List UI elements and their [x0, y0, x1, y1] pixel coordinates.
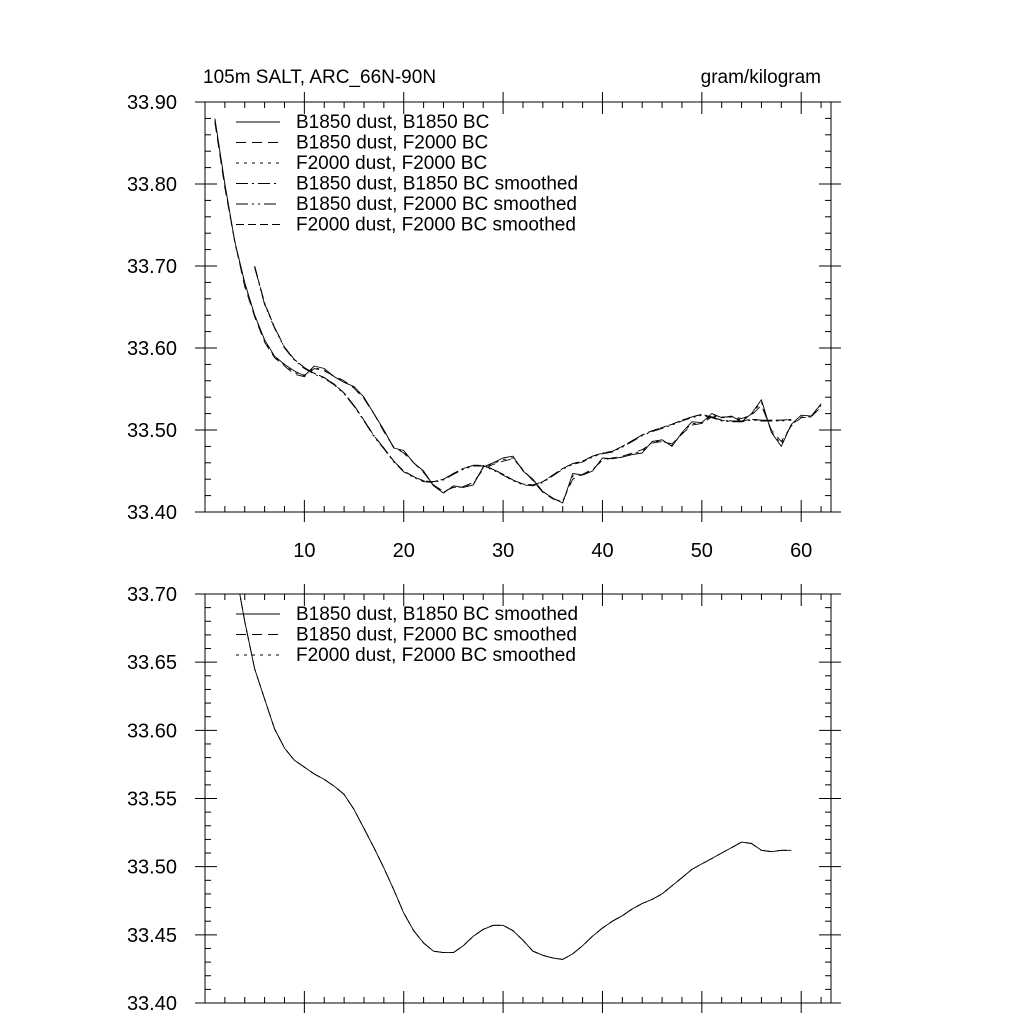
series-line [255, 267, 792, 485]
legend-label: B1850 dust, F2000 BC smoothed [296, 624, 577, 646]
legend-label: B1850 dust, B1850 BC smoothed [296, 604, 579, 625]
y-tick-label: 33.70 [126, 256, 177, 278]
x-tick-label: 30 [491, 540, 515, 562]
y-tick-label: 33.45 [126, 924, 177, 947]
y-tick-label: 33.60 [126, 720, 177, 743]
units-label: gram/kilogram [700, 67, 821, 88]
bottom-panel [127, 567, 841, 1015]
y-tick-label: 33.80 [126, 174, 177, 196]
y-tick-label: 33.55 [126, 788, 177, 811]
y-tick-label: 33.40 [126, 993, 177, 1015]
top-panel [127, 67, 841, 562]
y-tick-label: 33.40 [126, 502, 177, 524]
legend-label: B1850 dust, B1850 BC smoothed [296, 173, 579, 195]
legend-label: B1850 dust, F2000 BC [296, 132, 489, 154]
y-tick-label: 33.65 [126, 652, 177, 675]
x-tick-label: 50 [690, 540, 713, 562]
legend-label: F2000 dust, F2000 BC smoothed [296, 214, 576, 236]
y-tick-label: 33.90 [126, 92, 177, 114]
y-tick-label: 33.50 [126, 420, 177, 442]
legend-label: F2000 dust, F2000 BC [296, 153, 488, 174]
y-tick-label: 33.50 [126, 856, 177, 879]
y-tick-label: 33.70 [126, 584, 177, 606]
series-line [255, 268, 792, 486]
x-tick-label: 60 [790, 540, 813, 562]
legend-label: B1850 dust, F2000 BC smoothed [296, 194, 577, 215]
x-tick-label: 40 [591, 540, 614, 562]
legend-label: B1850 dust, B1850 BC [296, 112, 490, 133]
legend-label: F2000 dust, F2000 BC smoothed [296, 645, 576, 666]
x-tick-label: 20 [392, 540, 415, 562]
x-tick-label: 10 [293, 540, 316, 562]
y-tick-label: 33.60 [126, 338, 177, 360]
series-line [255, 266, 792, 485]
chart-title: 105m SALT, ARC_66N-90N [203, 67, 437, 88]
